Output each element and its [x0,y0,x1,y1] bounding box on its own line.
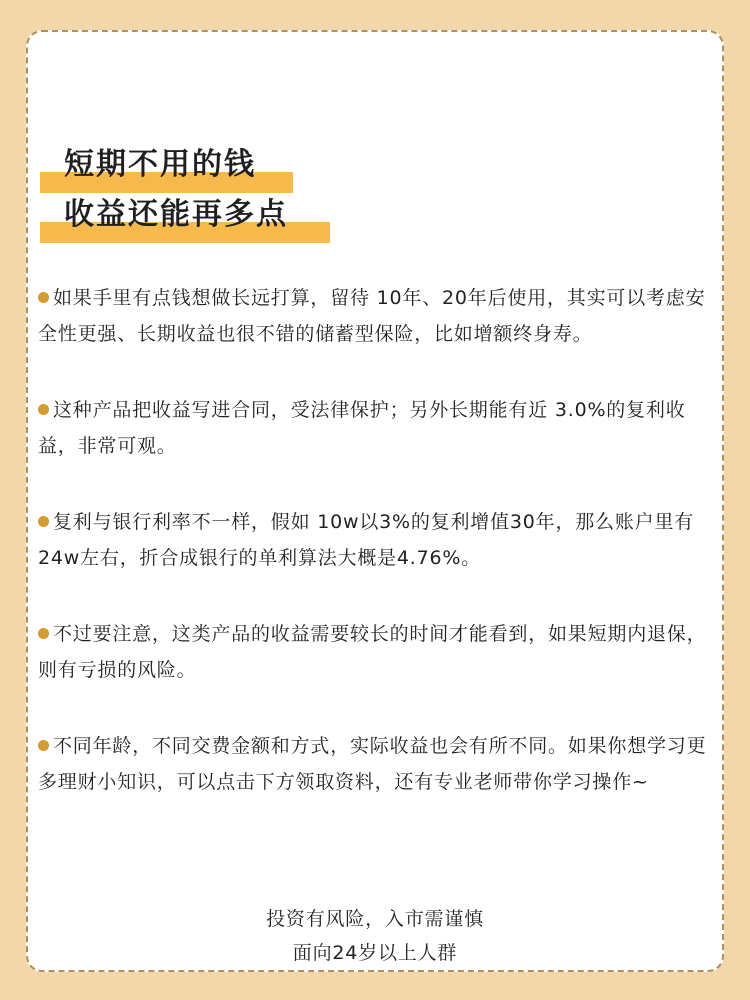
paragraph-text: 这种产品把收益写进合同，受法律保护；另外长期能有近 3.0%的复利收益，非常可观。 [38,399,686,457]
title-line-2: 收益还能再多点 [64,197,288,232]
paragraph-text: 不过要注意，这类产品的收益需要较长的时间才能看到，如果短期内退保，则有亏损的风险。 [38,623,707,681]
content-card [26,30,724,972]
paragraph-5 [38,728,718,800]
paragraph-text: 复利与银行利率不一样，假如 10w以3%的复利增值30年，那么账户里有24w左右，折合成银行的单利算法大概是4.76%。 [38,511,695,569]
footer-line-2: 面向24岁以上人群 [292,942,458,964]
title-line-1: 短期不用的钱 [64,147,256,182]
paragraph-text: 如果手里有点钱想做长远打算，留待 10年、20年后使用，其实可以考虑安全性更强、长期收益也很不错的储蓄型保险，比如增额终身寿。 [38,287,706,345]
bullet-dot [38,628,49,639]
footer-disclaimer [28,902,722,970]
paragraph-1 [38,280,718,352]
bullet-dot [38,516,49,527]
bullet-dot [38,292,49,303]
bullet-dot [38,404,49,415]
paragraph-2 [38,392,718,464]
paragraph-4 [38,616,718,688]
bullet-dot [38,740,49,751]
paragraph-text: 不同年龄，不同交费金额和方式，实际收益也会有所不同。如果你想学习更多理财小知识，可以点击下方领取资料，还有专业老师带你学习操作~ [38,735,707,793]
footer-line-1: 投资有风险，入市需谨慎 [266,908,484,930]
paragraph-3 [38,504,718,576]
